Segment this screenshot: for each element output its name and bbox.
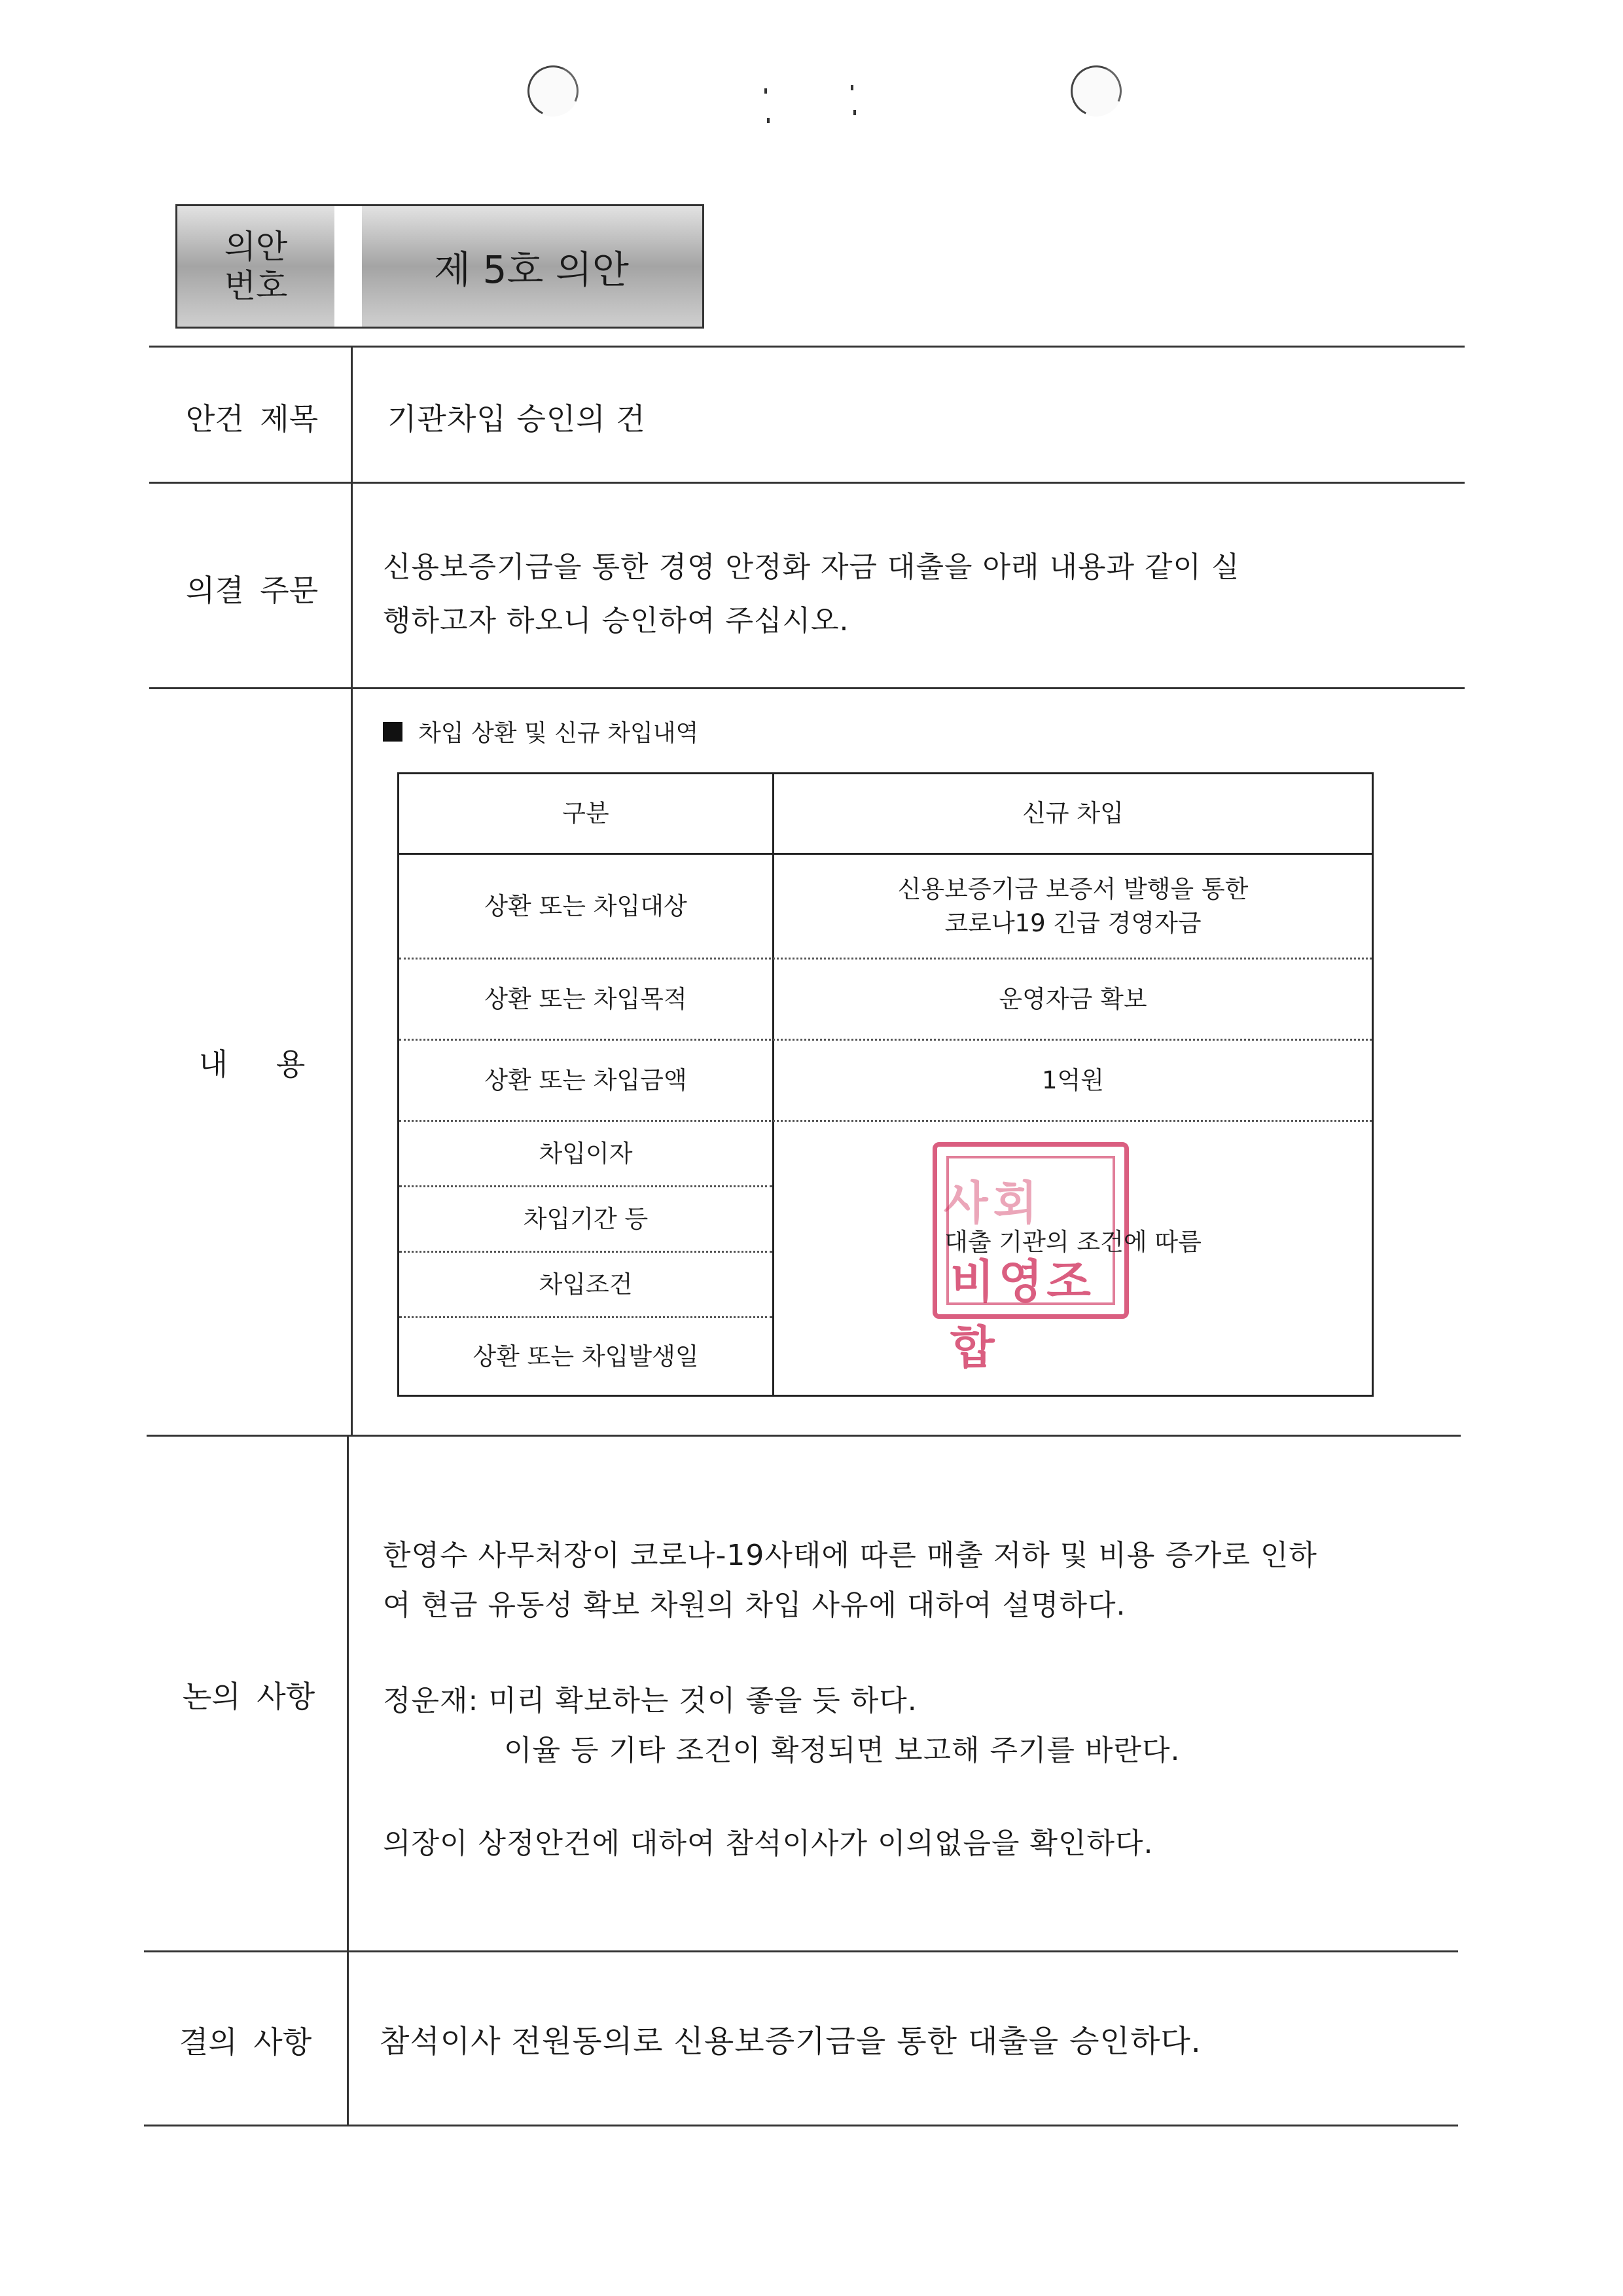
scan-speck bbox=[764, 88, 767, 94]
agenda-number-label-line2: 번호 bbox=[224, 267, 288, 305]
table-header-new-loan: 신규 차입 bbox=[1022, 799, 1124, 827]
table-row-label: 상환 또는 차입목적 bbox=[484, 984, 687, 1013]
table-row-value: 운영자금 확보 bbox=[999, 984, 1147, 1013]
black-square-bullet-icon bbox=[383, 722, 402, 742]
table-merged-value: 대출 기관의 조건에 따름 bbox=[944, 1228, 1202, 1256]
discussion-text: 여 현금 유동성 확보 차원의 차입 사유에 대하여 설명하다. bbox=[383, 1588, 1126, 1622]
table-row-label: 차입이자 bbox=[539, 1139, 633, 1168]
seal-text-bottom: 비영조합 bbox=[950, 1254, 1095, 1374]
content-label: 내 용 bbox=[198, 1047, 306, 1082]
table-row-value: 1억원 bbox=[1041, 1066, 1105, 1094]
section-heading-text: 차입 상환 및 신규 차입내역 bbox=[418, 720, 699, 747]
resolution-label: 의결 주문 bbox=[185, 573, 319, 608]
seal-text-top: 사회 bbox=[944, 1175, 1043, 1230]
table-row-value-line1: 신용보증기금 보증서 발행을 통한 bbox=[897, 874, 1249, 903]
punch-hole-left bbox=[520, 58, 586, 124]
divider bbox=[149, 346, 1465, 348]
loan-details-table bbox=[397, 772, 1374, 1397]
discussion-text: 이율 등 기타 조건이 확정되면 보고해 주기를 바란다. bbox=[504, 1734, 1181, 1767]
resolution-text-line2: 행하고자 하오니 승인하여 주십시오. bbox=[383, 604, 849, 637]
scan-speck bbox=[851, 85, 853, 90]
discussion-text: 정운재: 미리 확보하는 것이 좋을 듯 하다. bbox=[383, 1684, 918, 1717]
discussion-label: 논의 사항 bbox=[182, 1679, 315, 1714]
table-row-label: 차입기간 등 bbox=[523, 1204, 649, 1233]
scan-speck bbox=[853, 110, 856, 115]
section-heading bbox=[383, 715, 698, 748]
table-row-label: 상환 또는 차입발생일 bbox=[473, 1342, 699, 1371]
divider bbox=[147, 1435, 1461, 1437]
divider bbox=[149, 482, 1465, 484]
agenda-number-label bbox=[177, 206, 334, 327]
punch-hole-right bbox=[1063, 58, 1129, 124]
table-row-value-line2: 코로나19 긴급 경영자금 bbox=[944, 908, 1202, 937]
discussion-text: 의장이 상정안건에 대하여 참석이사가 이의없음을 확인하다. bbox=[383, 1827, 1154, 1860]
header-gap bbox=[334, 206, 362, 327]
agenda-number-title: 제 5호 의안 bbox=[362, 206, 702, 327]
table-row-value bbox=[774, 855, 1372, 958]
divider bbox=[149, 687, 1465, 689]
divider bbox=[144, 2125, 1458, 2126]
table-row-label: 차입조건 bbox=[539, 1270, 633, 1299]
agenda-title-label: 안건 제목 bbox=[185, 401, 319, 437]
table-header-category: 구분 bbox=[562, 799, 609, 827]
decision-text: 참석이사 전원동의로 신용보증기금을 통한 대출을 승인하다. bbox=[380, 2024, 1202, 2060]
scan-speck bbox=[767, 118, 770, 123]
table-row-label: 상환 또는 차입금액 bbox=[484, 1066, 687, 1094]
divider bbox=[144, 1950, 1458, 1952]
resolution-text-line1: 신용보증기금을 통한 경영 안정화 자금 대출을 아래 내용과 같이 실 bbox=[383, 550, 1240, 584]
decision-label: 결의 사항 bbox=[179, 2024, 312, 2060]
label-column-divider bbox=[351, 346, 353, 1435]
agenda-title-text: 기관차입 승인의 건 bbox=[387, 401, 646, 437]
discussion-text: 한영수 사무처장이 코로나-19사태에 따른 매출 저하 및 비용 증가로 인하 bbox=[383, 1539, 1317, 1572]
agenda-number-label-line1: 의안 bbox=[224, 228, 288, 266]
agenda-number-box bbox=[175, 204, 704, 329]
table-row-label: 상환 또는 차입대상 bbox=[484, 891, 687, 920]
